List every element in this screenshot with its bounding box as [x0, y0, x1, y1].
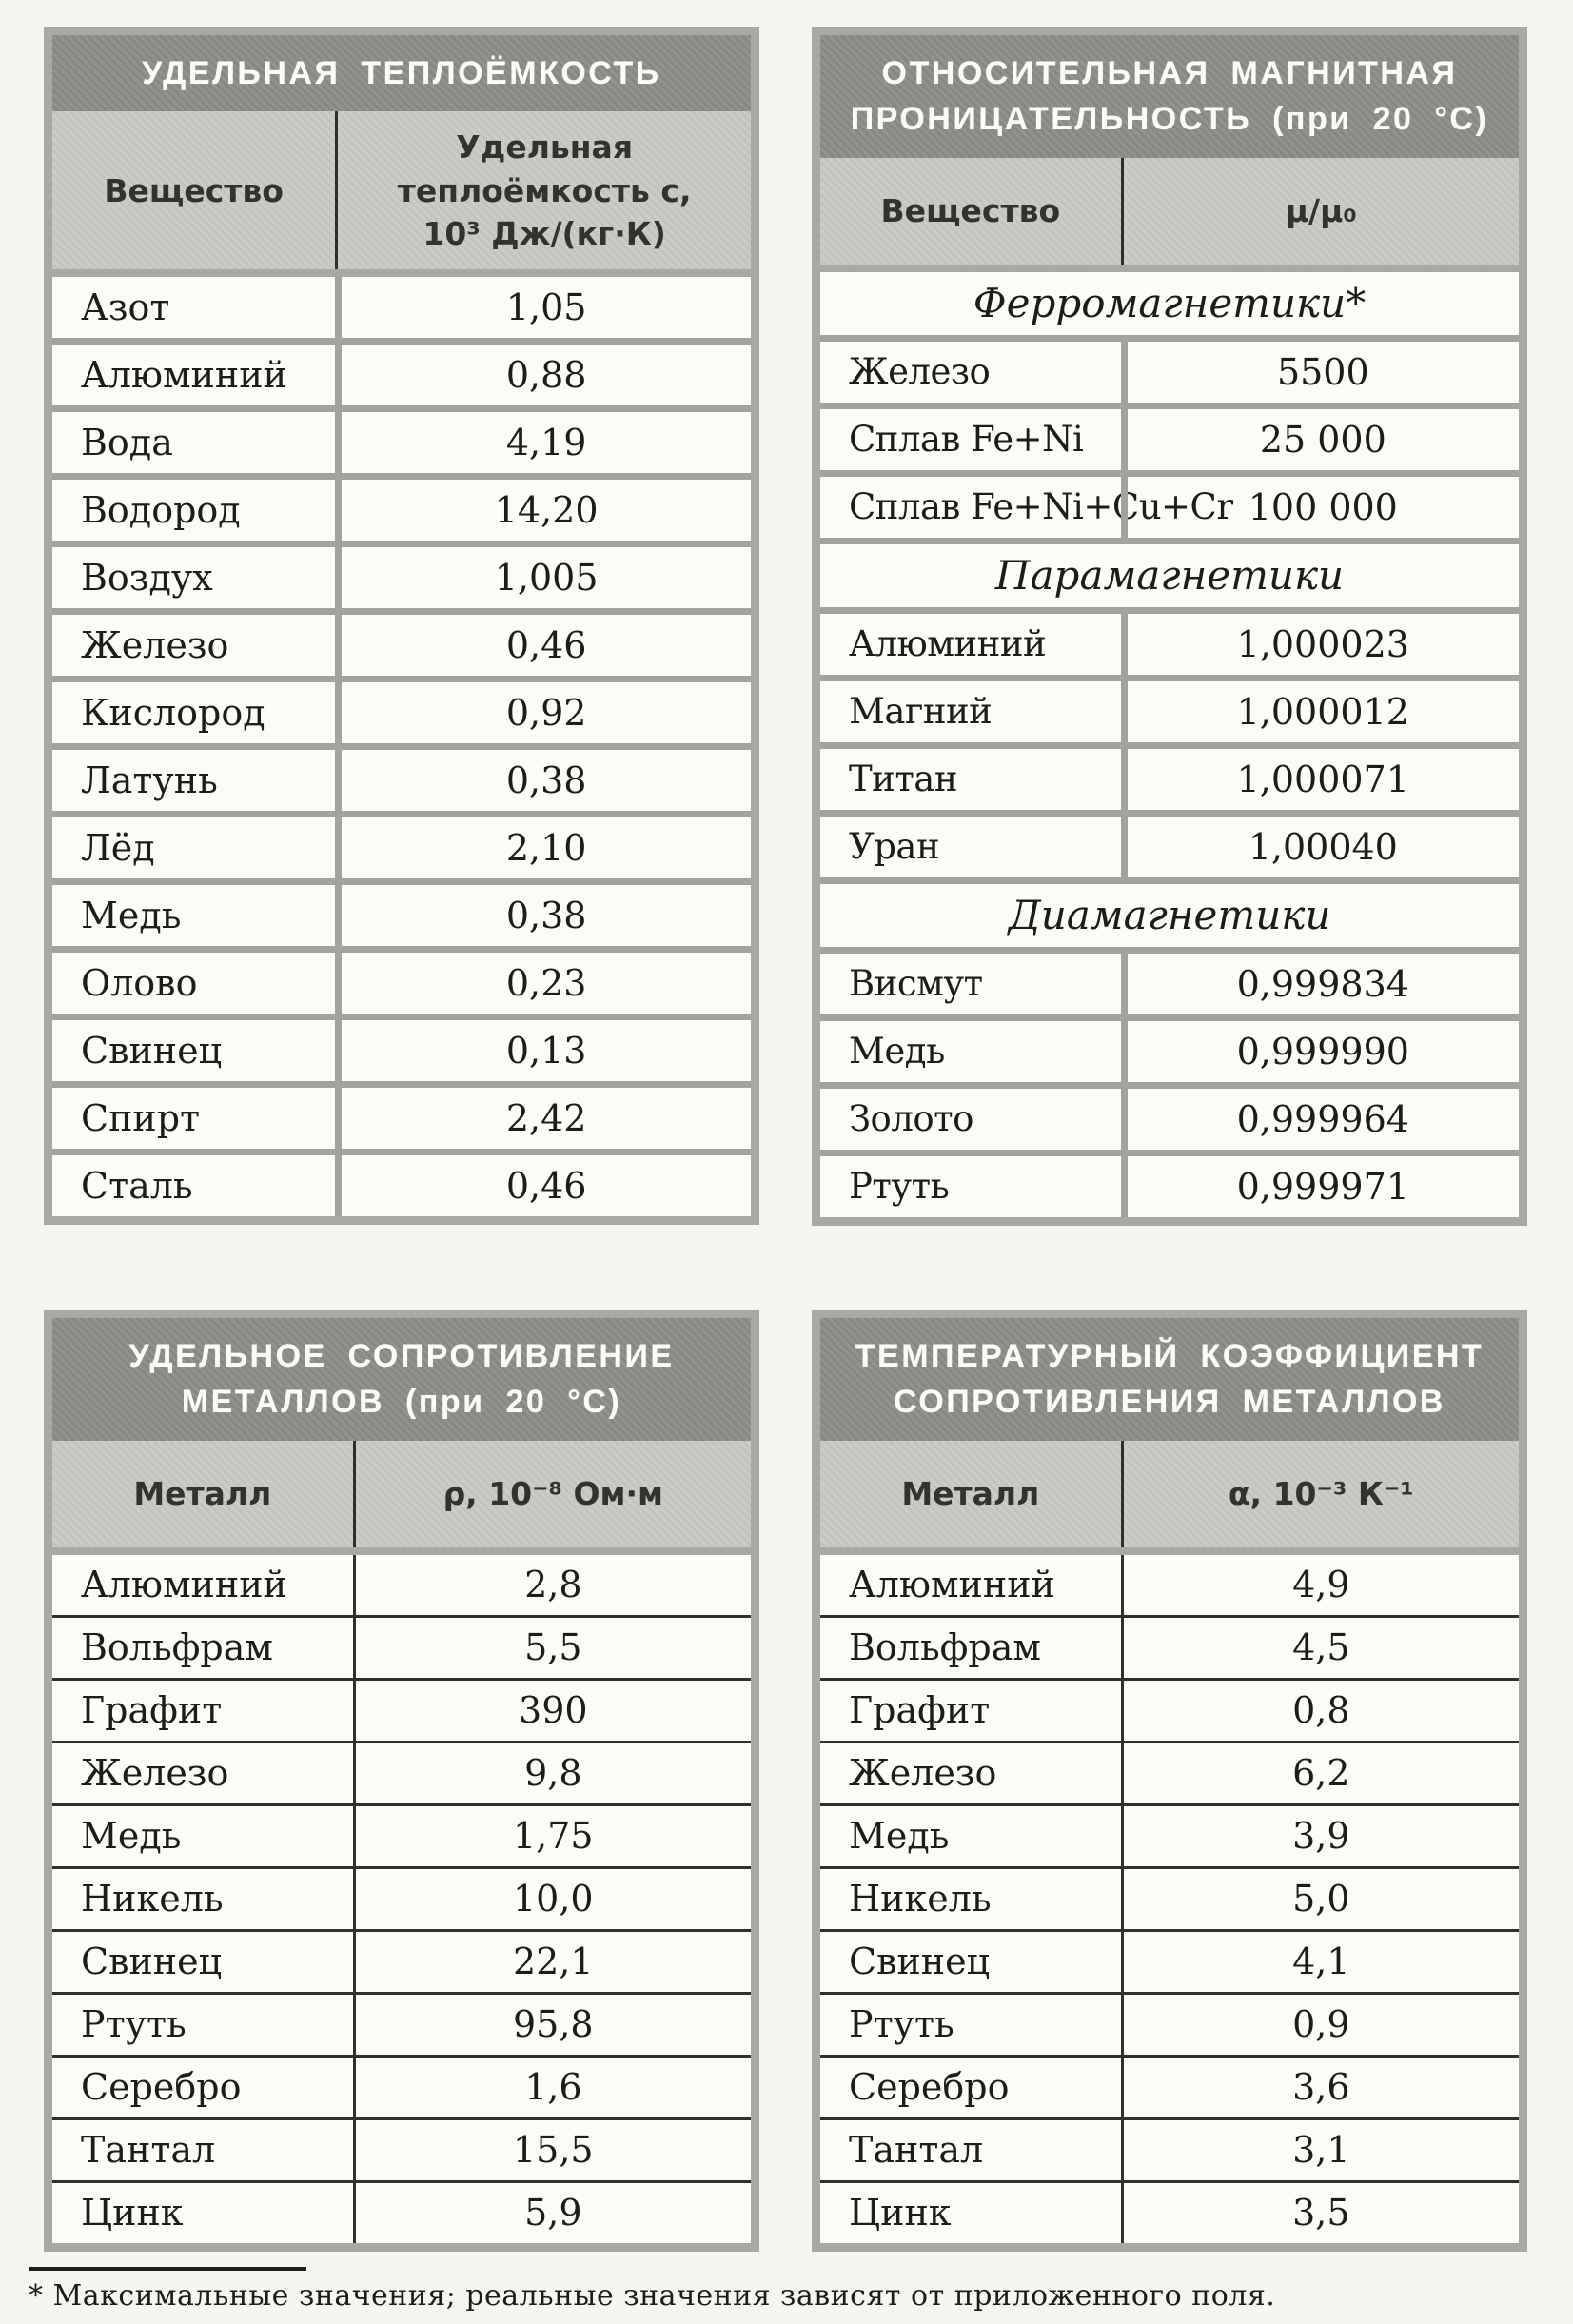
- substance-cell: Железо: [81, 624, 229, 667]
- table-row: [52, 277, 751, 345]
- value-cell: 0,13: [335, 1020, 751, 1081]
- table-header-row: [820, 1441, 1519, 1555]
- table-row: [820, 749, 1519, 817]
- value-cell: 1,000012: [1121, 681, 1519, 742]
- substance-cell: Алюминий: [81, 354, 287, 397]
- value-cell: 2,8: [353, 1555, 751, 1615]
- section-row: [820, 884, 1519, 954]
- value-cell: 1,05: [335, 277, 751, 338]
- value-cell: 1,75: [353, 1806, 751, 1866]
- table-body: [52, 277, 751, 1216]
- section-row: [820, 544, 1519, 614]
- value-cell: 5,5: [353, 1618, 751, 1678]
- table-row: [52, 1088, 751, 1155]
- table-title: [820, 1318, 1519, 1441]
- table-row: [52, 615, 751, 682]
- substance-cell: Свинец: [81, 1940, 223, 1983]
- value-cell: 0,8: [1121, 1681, 1519, 1741]
- table-row: [52, 547, 751, 615]
- substance-cell: Лёд: [81, 827, 155, 870]
- substance-cell: Олово: [81, 962, 198, 1005]
- substance-cell: Вольфрам: [81, 1626, 273, 1669]
- substance-cell: Цинк: [849, 2192, 952, 2235]
- table-row: [52, 1681, 751, 1743]
- value-cell: 0,9: [1121, 1995, 1519, 2055]
- substance-cell: Тантал: [81, 2129, 216, 2172]
- substance-cell: Графит: [849, 1689, 991, 1732]
- section-label: Диамагнетики: [1008, 892, 1331, 939]
- column-header-line: теплоёмкость c,: [397, 171, 692, 209]
- column-header-line: 10³ Дж/(кг·К): [423, 215, 666, 253]
- substance-cell: Свинец: [849, 1940, 991, 1983]
- value-cell: 5,0: [1121, 1869, 1519, 1929]
- value-cell: 22,1: [353, 1932, 751, 1992]
- table-row: [820, 681, 1519, 749]
- table-row: [52, 345, 751, 412]
- value-cell: 1,00040: [1121, 817, 1519, 877]
- substance-cell: Латунь: [81, 759, 218, 802]
- table-row: [52, 1020, 751, 1088]
- substance-cell: Золото: [849, 1098, 973, 1140]
- value-cell: 3,9: [1121, 1806, 1519, 1866]
- value-cell: 0,92: [335, 682, 751, 743]
- substance-cell: Азот: [81, 286, 170, 329]
- value-cell: 14,20: [335, 480, 751, 541]
- table-row: [52, 1555, 751, 1618]
- value-cell: 0,999971: [1121, 1156, 1519, 1217]
- column-header-substance: Вещество: [880, 191, 1061, 229]
- footnote-text: * Максимальные значения; реальные значения зависят от приложенного поля.: [29, 2279, 1276, 2313]
- value-cell: 4,5: [1121, 1618, 1519, 1678]
- table-row: [820, 1932, 1519, 1995]
- value-cell: 10,0: [353, 1869, 751, 1929]
- resistivity-table: [44, 1310, 759, 2252]
- substance-cell: Вольфрам: [849, 1626, 1041, 1669]
- table-body: [820, 1555, 1519, 2243]
- value-cell: 0,38: [335, 750, 751, 811]
- substance-cell: Сплав Fe+Ni: [849, 419, 1084, 461]
- substance-cell: Графит: [81, 1689, 223, 1732]
- table-row: [52, 412, 751, 480]
- table-row: [820, 1869, 1519, 1932]
- table-row: [52, 2058, 751, 2120]
- substance-cell: Серебро: [81, 2066, 242, 2109]
- substance-cell: Никель: [81, 1878, 224, 1920]
- value-cell: 1,005: [335, 547, 751, 608]
- table-row: [52, 1995, 751, 2058]
- column-header-value: ρ, 10⁻⁸ Ом·м: [353, 1441, 751, 1547]
- column-header-line: Удельная: [456, 128, 634, 166]
- table-row: [52, 817, 751, 885]
- value-cell: 3,6: [1121, 2058, 1519, 2117]
- column-header-metal: Металл: [901, 1474, 1040, 1512]
- table-row: [52, 1869, 751, 1932]
- value-cell: 0,46: [335, 1155, 751, 1216]
- value-cell: 95,8: [353, 1995, 751, 2055]
- substance-cell: Ртуть: [849, 2003, 954, 2046]
- table-row: [820, 2058, 1519, 2120]
- value-cell: 15,5: [353, 2120, 751, 2180]
- table-row: [52, 1932, 751, 1995]
- table-row: [52, 750, 751, 817]
- table-row: [820, 1806, 1519, 1869]
- table-row: [820, 409, 1519, 477]
- table-header-row: [820, 158, 1519, 272]
- table-row: [820, 1089, 1519, 1156]
- value-cell: 5500: [1121, 342, 1519, 403]
- column-header-value: α, 10⁻³ К⁻¹: [1121, 1441, 1519, 1547]
- substance-cell: Железо: [849, 351, 991, 393]
- substance-cell: Алюминий: [81, 1564, 287, 1606]
- value-cell: 0,23: [335, 953, 751, 1014]
- table-row: [52, 2120, 751, 2183]
- table-row: [820, 1995, 1519, 2058]
- value-cell: 2,10: [335, 817, 751, 878]
- table-row: [820, 342, 1519, 409]
- table-body: [52, 1555, 751, 2243]
- table-row: [52, 885, 751, 953]
- column-header-substance: Вещество: [104, 171, 284, 209]
- table-title-line: СОПРОТИВЛЕНИЯ МЕТАЛЛОВ: [894, 1384, 1445, 1421]
- value-cell: 4,19: [335, 412, 751, 473]
- table-title-line: ПРОНИЦАТЕЛЬНОСТЬ (при 20 °С): [850, 101, 1489, 138]
- table-row: [52, 2183, 751, 2243]
- footnote: [29, 2267, 1551, 2313]
- section-label: Ферромагнетики*: [973, 280, 1367, 327]
- table-title: [820, 35, 1519, 158]
- substance-cell: Медь: [81, 1815, 182, 1858]
- table-row: [820, 1681, 1519, 1743]
- substance-cell: Медь: [849, 1815, 950, 1858]
- table-title: [52, 35, 751, 111]
- table-row: [820, 477, 1519, 544]
- table-title-line: ОТНОСИТЕЛЬНАЯ МАГНИТНАЯ: [881, 55, 1458, 91]
- substance-cell: Цинк: [81, 2192, 184, 2235]
- value-cell: 1,000023: [1121, 614, 1519, 675]
- table-row: [820, 2183, 1519, 2243]
- substance-cell: Железо: [849, 1752, 997, 1795]
- table-row: [820, 1555, 1519, 1618]
- value-cell: 3,1: [1121, 2120, 1519, 2180]
- temperature-coefficient-table: [812, 1310, 1527, 2252]
- value-cell: 0,999834: [1121, 954, 1519, 1014]
- table-row: [820, 1021, 1519, 1089]
- substance-cell: Никель: [849, 1878, 992, 1920]
- substance-cell: Сплав Fe+Ni+Cu+Cr: [849, 486, 1233, 528]
- table-header-row: [52, 1441, 751, 1555]
- value-cell: 5,9: [353, 2183, 751, 2243]
- column-header-value: [335, 111, 751, 269]
- table-title-line: МЕТАЛЛОВ (при 20 °С): [181, 1384, 622, 1421]
- table-row: [52, 1618, 751, 1681]
- substance-cell: Вода: [81, 422, 173, 464]
- substance-cell: Медь: [81, 895, 182, 937]
- value-cell: 0,38: [335, 885, 751, 946]
- table-row: [52, 1806, 751, 1869]
- table-row: [52, 480, 751, 547]
- substance-cell: Тантал: [849, 2129, 984, 2172]
- value-cell: 390: [353, 1681, 751, 1741]
- column-header-value: μ/μ₀: [1121, 158, 1519, 265]
- table-row: [820, 614, 1519, 681]
- magnetic-permeability-table: [812, 27, 1527, 1226]
- value-cell: 1,6: [353, 2058, 751, 2117]
- table-body: [820, 272, 1519, 1217]
- table-row: [820, 954, 1519, 1021]
- value-cell: 4,9: [1121, 1555, 1519, 1615]
- table-row: [820, 1618, 1519, 1681]
- value-cell: 0,88: [335, 345, 751, 405]
- table-row: [820, 817, 1519, 884]
- substance-cell: Уран: [849, 826, 940, 868]
- substance-cell: Сталь: [81, 1165, 193, 1208]
- table-row: [52, 1155, 751, 1216]
- table-row: [820, 2120, 1519, 2183]
- substance-cell: Медь: [849, 1031, 945, 1073]
- value-cell: 3,5: [1121, 2183, 1519, 2243]
- value-cell: 2,42: [335, 1088, 751, 1149]
- table-row: [52, 953, 751, 1020]
- substance-cell: Ртуть: [81, 2003, 187, 2046]
- table-header-row: [52, 111, 751, 277]
- substance-cell: Висмут: [849, 963, 983, 1005]
- value-cell: 9,8: [353, 1743, 751, 1803]
- column-header-metal: Металл: [133, 1474, 272, 1512]
- value-cell: 4,1: [1121, 1932, 1519, 1992]
- table-title: [52, 1318, 751, 1441]
- substance-cell: Алюминий: [849, 1564, 1055, 1606]
- value-cell: 1,000071: [1121, 749, 1519, 810]
- table-title-line: УДЕЛЬНАЯ ТЕПЛОЁМКОСТЬ: [142, 55, 661, 91]
- footnote-rule: [29, 2267, 306, 2271]
- substance-cell: Магний: [849, 691, 993, 733]
- value-cell: 0,46: [335, 615, 751, 676]
- section-row: [820, 272, 1519, 342]
- substance-cell: Титан: [849, 758, 958, 800]
- table-row: [52, 682, 751, 750]
- section-label: Парамагнетики: [994, 552, 1345, 600]
- substance-cell: Воздух: [81, 557, 213, 600]
- value-cell: 25 000: [1121, 409, 1519, 470]
- substance-cell: Свинец: [81, 1030, 223, 1073]
- substance-cell: Алюминий: [849, 623, 1047, 665]
- value-cell: 0,999964: [1121, 1089, 1519, 1150]
- value-cell: 6,2: [1121, 1743, 1519, 1803]
- substance-cell: Ртуть: [849, 1166, 950, 1208]
- value-cell: 0,999990: [1121, 1021, 1519, 1082]
- value-cell: 100 000: [1121, 477, 1519, 538]
- table-row: [820, 1743, 1519, 1806]
- substance-cell: Серебро: [849, 2066, 1010, 2109]
- table-row: [820, 1156, 1519, 1217]
- substance-cell: Спирт: [81, 1097, 201, 1140]
- substance-cell: Кислород: [81, 692, 265, 735]
- table-title-line: ТЕМПЕРАТУРНЫЙ КОЭФФИЦИЕНТ: [855, 1338, 1485, 1374]
- table-row: [52, 1743, 751, 1806]
- specific-heat-table: [44, 27, 759, 1225]
- substance-cell: Железо: [81, 1752, 229, 1795]
- substance-cell: Водород: [81, 489, 241, 532]
- table-title-line: УДЕЛЬНОЕ СОПРОТИВЛЕНИЕ: [128, 1338, 675, 1374]
